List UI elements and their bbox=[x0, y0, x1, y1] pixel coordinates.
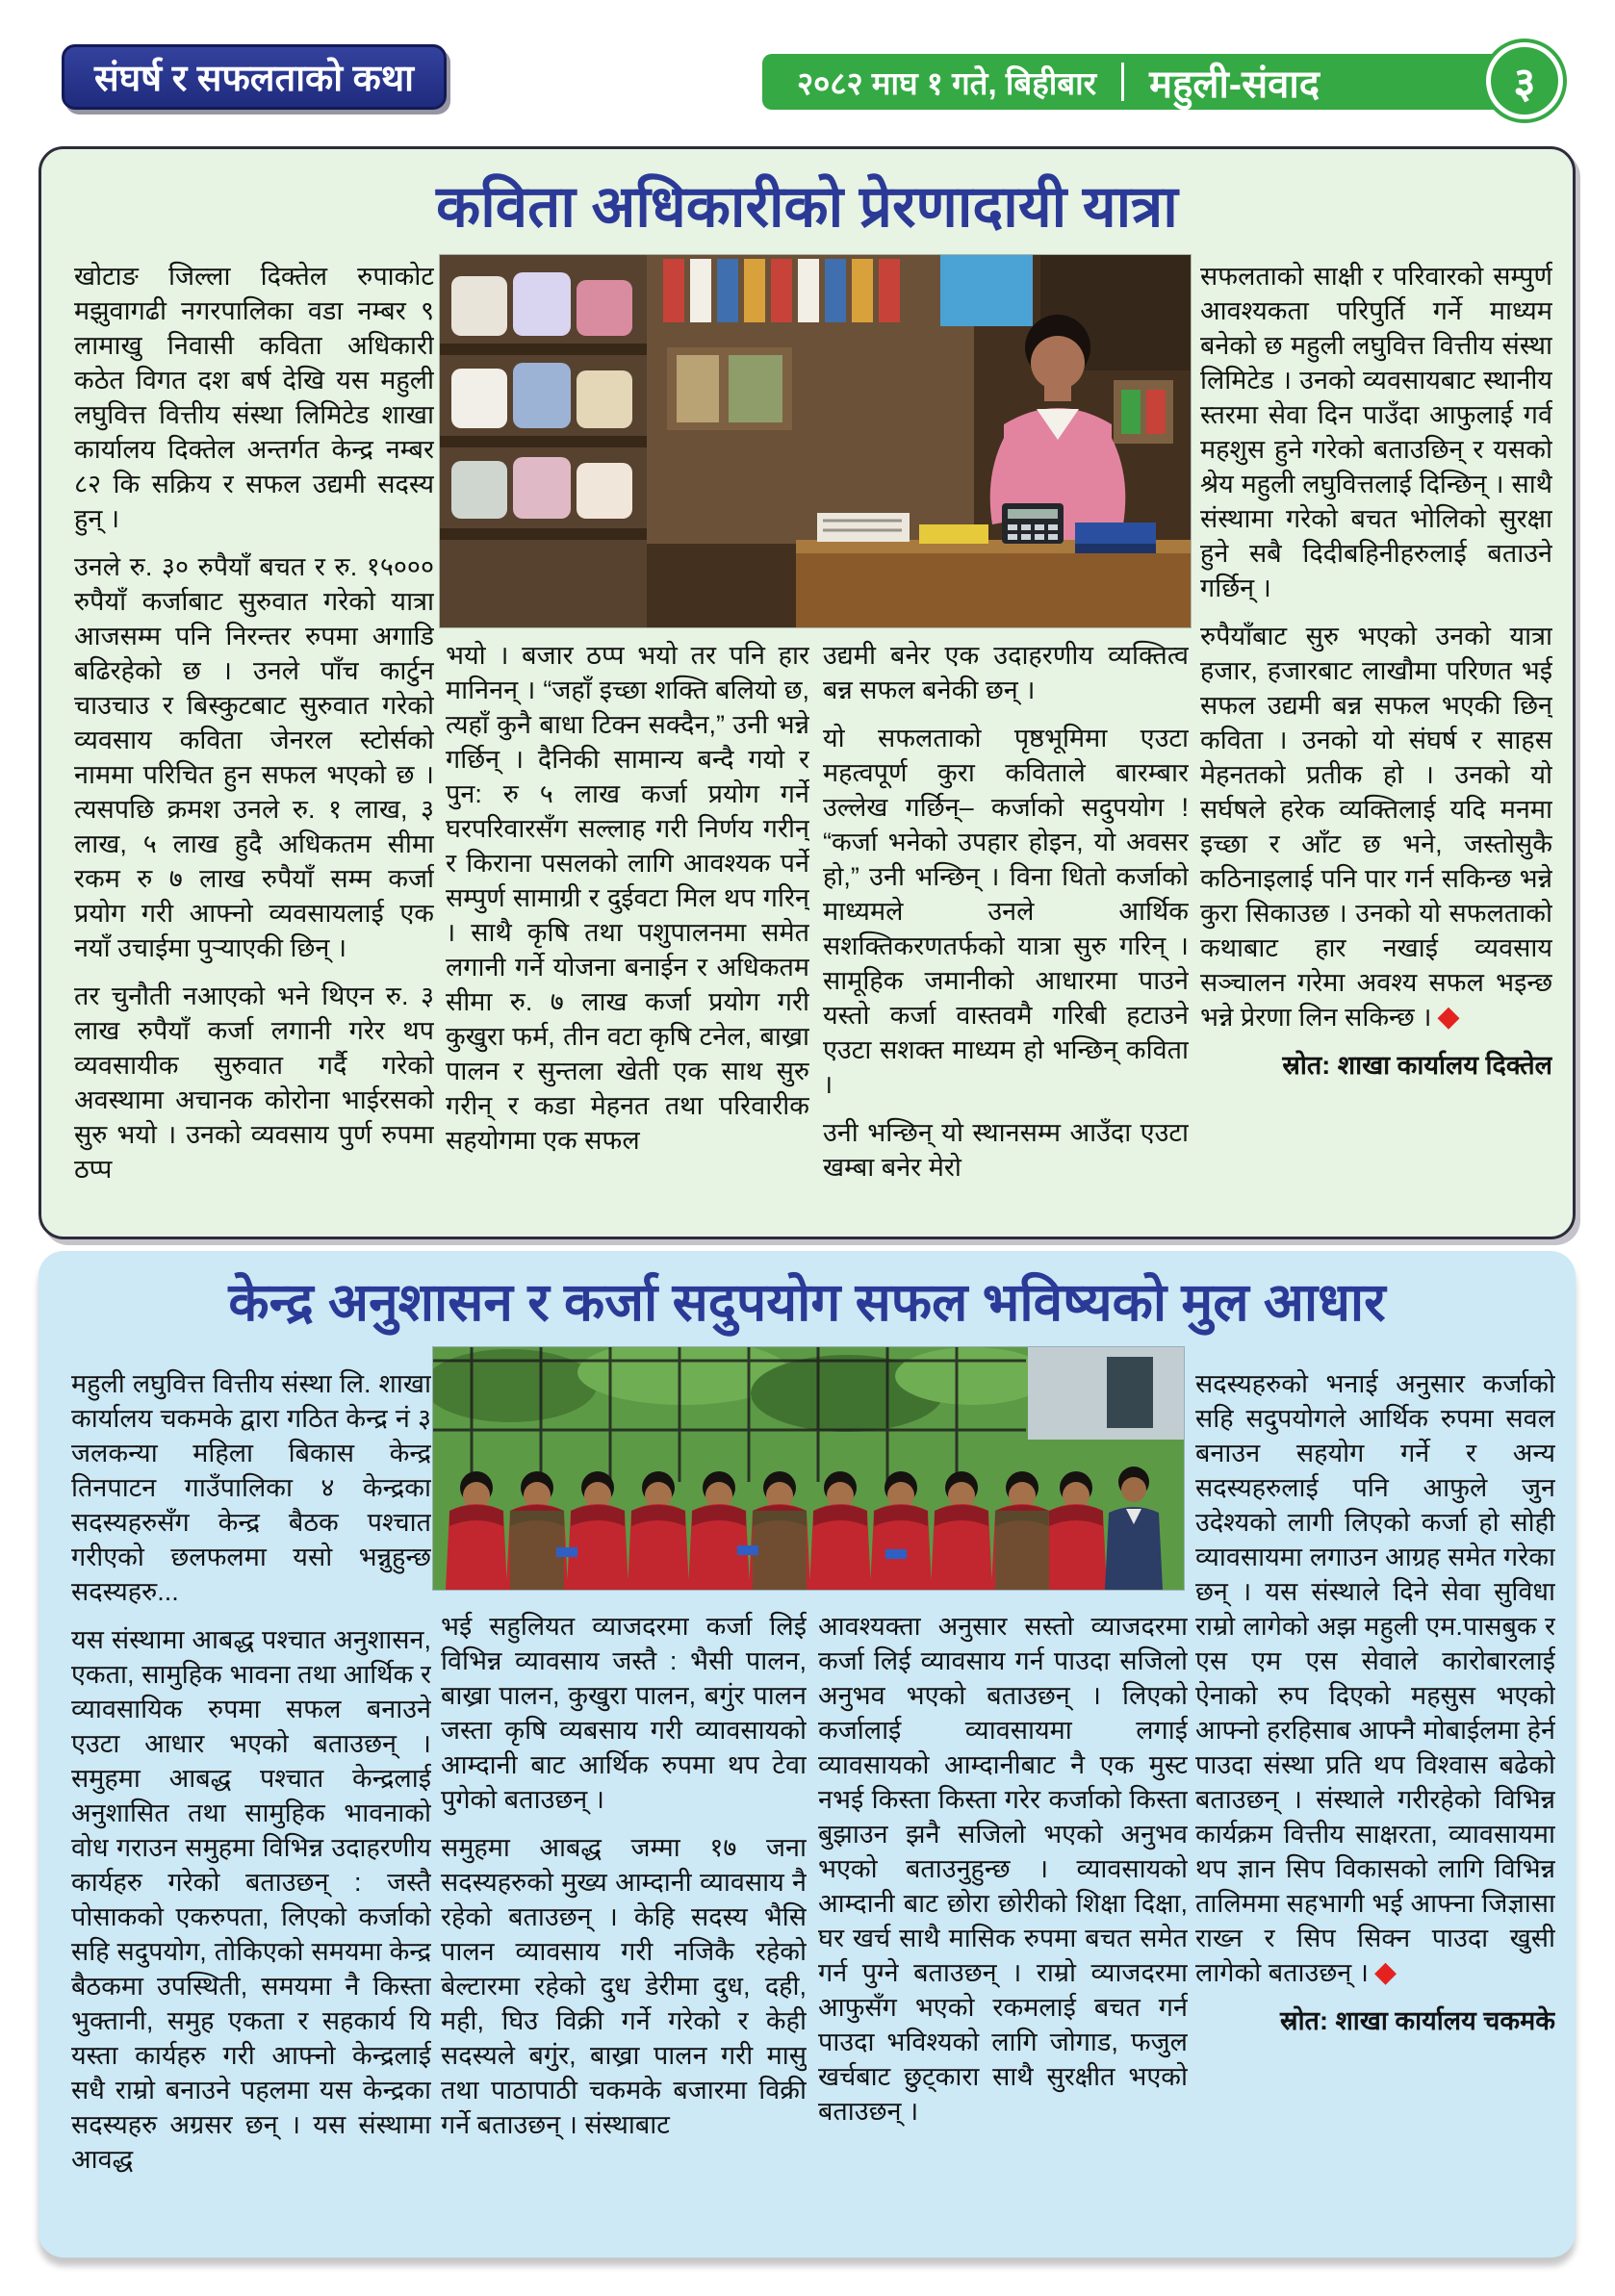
issue-date: २०८२ माघ १ गते, बिहीबार bbox=[797, 64, 1097, 101]
paragraph: भई सहुलियत व्याजदरमा कर्जा लिई विभिन्न व्यावसाय जस्तै : भैसी पालन, बाख्रा पालन, कुखुरा पालन, बगुंर पालन जस्ता कृषि व्यबसाय गरी व्यावसायको आम्दानी बाट आर्थिक रुपमा थप टेवा पुगेको बताउछन् । bbox=[441, 1612, 807, 1814]
page-number-badge bbox=[1486, 42, 1563, 119]
article2-column-3 bbox=[818, 1609, 1188, 2234]
paragraph: उद्यमी बनेर एक उदाहरणीय व्यक्तित्व बन्न सफल बनेकी छन् । bbox=[823, 641, 1189, 704]
article1-column-1 bbox=[74, 259, 434, 1221]
end-diamond-icon: ◆ bbox=[1437, 1001, 1460, 1033]
section-badge-label: संघर्ष र सफलताको कथा bbox=[94, 59, 414, 99]
article1-source: स्रोत: शाखा कार्यालय दिक्तेल bbox=[1282, 1051, 1552, 1080]
article2-column-2 bbox=[441, 1609, 807, 2234]
paragraph: उनी भन्छिन् यो स्थानसम्म आउँदा एउटा खम्बा बनेर मेरो bbox=[823, 1118, 1189, 1182]
page-number: ३ bbox=[1513, 60, 1536, 107]
article1-photo bbox=[440, 255, 1191, 627]
article2-column-1 bbox=[71, 1366, 431, 2237]
article2-title: केन्द्र अनुशासन र कर्जा सदुपयोग सफल भविष्यको मुल आधार bbox=[228, 1272, 1386, 1332]
paragraph: तर चुनौती नआएको भने थिएन रु. ३ लाख रुपैयाँ कर्जा लगानी गरेर थप व्यवसायीक सुरुवात गर्दै गरेको अवस्थामा अचानक कोरोना भाईरसको सुरु भयो । उनको व्यवसाय पुर्ण रुपमा ठप्प bbox=[74, 982, 434, 1184]
section-badge bbox=[62, 44, 447, 110]
article1-box bbox=[38, 146, 1576, 1239]
article1-column-3 bbox=[823, 638, 1189, 1223]
paragraph: सफलताको साक्षी र परिवारको सम्पुर्ण आवश्यकता परिपुर्ति गर्ने माध्यम बनेको छ महुली लघुवित्त वित्तीय संस्था लिमिटेड । उनको व्यवसायबाट स्थानीय स्तरमा सेवा दिन पाउँदा आफुलाई गर्व महशुस हुने गरेको बताउछिन् र यसको श्रेय महुली लघुवित्तलाई दिन्छिन् । साथै संस्थामा गरेको बचत भोलिको सुरक्षा हुने सबै दिदीबहिनीहरुलाई बताउने गर्छिन् । bbox=[1200, 262, 1552, 602]
paragraph: खोटाङ जिल्ला दिक्तेल रुपाकोट मझुवागढी नगरपालिका वडा नम्बर ९ लामाखु निवासी कविता अधिकारी कठेत विगत दश बर्ष देखि यस महुली लघुवित्त वित्तीय संस्था लिमिटेड शाखा कार्यालय दिक्तेल अन्तर्गत केन्द्र नम्बर ८२ कि सक्रिय र सफल उद्यमी सदस्य हुन् । bbox=[74, 262, 434, 533]
paragraph bbox=[1200, 619, 1552, 1034]
paragraph: महुली लघुवित्त वित्तीय संस्था लि. शाखा कार्यालय चकमके द्वारा गठित केन्द्र नं ३ जलकन्या महिला बिकास केन्द्र तिनपाटन गाउँपालिका ४ केन्द्रका सदस्यहरुसँग केन्द्र बैठक पश्चात गरीएको छलफलमा यसो भन्नुहुन्छ सदस्यहरु... bbox=[71, 1369, 431, 1606]
paragraph: समुहमा आबद्ध जम्मा १७ जना सदस्यहरुको मुख्य आम्दानी व्यावसाय नै रहेको बताउछन् । केहि सदस्य भैसि पालन व्यावसाय गरी नजिकै रहेको बेल्टारमा रहेको दुध डेरीमा दुध, दही, मही, घिउ विक्री गर्ने गरेको र केही सदस्यले बगुंर, बाख्रा पालन गरी मासु तथा पाठापाठी चकमके बजारमा विक्री गर्ने बताउछन् । संस्थाबाट bbox=[441, 1833, 807, 2139]
paragraph: उनले रु. ३० रुपैयाँ बचत र रु. १५००० रुपैयाँ कर्जाबाट सुरुवात गरेको यात्रा आजसम्म पनि निरन्तर रुपमा अगाडि बढिरहेको छ । उनले पाँच कार्टुन चाउचाउ र बिस्कुटबाट सुरुवात गरेको व्यवसाय कविता जेनरल स्टोर्सको नाममा परिचित हुन सफल भएको छ । त्यसपछि क्रमश उनले रु. १ लाख, ३ लाख, ५ लाख हुदै अधिकतम सीमा रकम रु ७ लाख रुपैयाँ सम्म कर्जा प्रयोग गरी आफ्नो व्यवसायलाई एक नयाँ उचाईमा पुऱ्याएकी छिन् । bbox=[74, 552, 434, 962]
paragraph: भयो । बजार ठप्प भयो तर पनि हार मानिनन् । “जहाँ इच्छा शक्ति बलियो छ, त्यहाँ कुनै बाधा टिक्न सक्दैन,” उनी भन्ने गर्छिन् । दैनिकी सामान्य बन्दै गयो र पुन: रु ५ लाख कर्जा प्रयोग गर्ने घरपरिवारसँग सल्लाह गरी निर्णय गरीन् र किराना पसलको लागि आवश्यक पर्ने सम्पुर्ण सामाग्री र दुईवटा मिल थप गरिन् । साथै कृषि तथा पशुपालनमा समेत लगानी गर्ने योजना बनाईन र अधिकतम सीमा रु. ७ लाख कर्जा प्रयोग गरी कुखुरा फर्म, तीन वटा कृषि टनेल, बाख्रा पालन र सुन्तला खेती एक साथ सुरु गरीन् र कडा मेहनत तथा परिवारीक सहयोगमा एक सफल bbox=[446, 641, 809, 1155]
paragraph: आवश्यक्ता अनुसार सस्तो व्याजदरमा कर्जा लिई व्यावसाय गर्न पाउदा सजिलो अनुभव भएको बताउछन् । लिएको कर्जालाई व्यावसायमा लगाई व्यावसायको आम्दानीबाट नै एक मुस्ट नभई किस्ता किस्ता गरेर कर्जाको किस्ता बुझाउन झनै सजिलो भएको अनुभव भएको बताउनुहुन्छ । व्यावसायको आम्दानी बाट छोरा छोरीको शिक्षा दिक्षा, घर खर्च साथै मासिक रुपमा बचत समेत गर्न पुग्ने बताउछन् । राम्रो व्याजदरमा आफुसँग भएको रकमलाई बचत गर्न पाउदा भविश्यको लागि जोगाड, फजुल खर्चबाट छुट्कारा साथै सुरक्षीत भएको बताउछन् । bbox=[818, 1612, 1188, 2126]
masthead-bar bbox=[762, 54, 1509, 110]
paragraph-text: रुपैयाँबाट सुरु भएको उनको यात्रा हजार, हजारबाट लाखौमा परिणत भई सफल उद्यमी बन्न सफल भएकी छिन् कविता । उनको यो संघर्ष र साहस मेहनतको प्रतीक हो । उनको यो सर्घषले हरेक व्यक्तिलाई यदि मनमा इच्छा र आँट छ भने, जस्तोसुकै कठिनाइलाई पनि पार गर्न सकिन्छ भन्ने कुरा सिकाउछ । उनको यो सफलताको कथाबाट हार नखाई व्यवसाय सञ्चालन गरेमा अवश्य सफल भइन्छ भन्ने प्रेरणा लिन सकिन्छ । bbox=[1200, 622, 1552, 1032]
article1-title: कविता अधिकारीको प्रेरणादायी यात्रा bbox=[436, 174, 1178, 239]
article1-column-2 bbox=[446, 638, 809, 1223]
paragraph bbox=[1195, 1366, 1555, 1990]
article2-column-4 bbox=[1195, 1366, 1555, 2237]
article2-photo bbox=[433, 1347, 1184, 1590]
paragraph: यो सफलताको पृष्ठभूमिमा एउटा महत्वपूर्ण कुरा कविताले बारम्बार उल्लेख गर्छिन्– कर्जाको सदुपयोग ! “कर्जा भनेको उपहार होइन, यो अवसर हो,” उनी भन्छिन् । विना धितो कर्जाको माध्यमले उनले आर्थिक सशक्तिकरणतर्फको यात्रा सुरु गरिन् । सामूहिक जमानीको आधारमा पाउने यस्तो कर्जा वास्तवमै गरिबी हटाउने एउटा सशक्त माध्यम हो भन्छिन् कविता । bbox=[823, 724, 1189, 1099]
article2-source: स्रोत: शाखा कार्यालय चकमके bbox=[1280, 2006, 1555, 2035]
divider bbox=[1121, 63, 1124, 101]
paragraph: यस संस्थामा आबद्ध पश्चात अनुशासन, एकता, सामुहिक भावना तथा आर्थिक र व्यावसायिक रुपमा सफल बनाउने एउटा आधार भएको बताउछन् । समुहमा आबद्ध पश्चात केन्द्रलाई अनुशासित तथा सामुहिक भावनाको वोध गराउन समुहमा विभिन्न उदाहरणीय कार्यहरु गरेको बताउछन् : जस्तै पोसाकको एकरुपता, लिएको कर्जाको सहि सदुपयोग, तोकिएको समयमा केन्द्र बैठकमा उपस्थिती, समयमा नै किस्ता भुक्तानी, समुह एकता र सहकार्य यि यस्ता कार्यहरु गरी आफ्नो केन्द्रलाई सधै राम्रो बनाउने पहलमा यस केन्द्रका सदस्यहरु अग्रसर छन् । यस संस्थामा आवद्ध bbox=[71, 1625, 431, 2174]
end-diamond-icon: ◆ bbox=[1373, 1956, 1397, 1988]
article2-box bbox=[38, 1251, 1576, 2258]
paragraph-text: सदस्यहरुको भनाई अनुसार कर्जाको सहि सदुपयोगले आर्थिक रुपमा सवल बनाउन सहयोग गर्ने र अन्य सदस्यहरुलाई पनि आफुले जुन उदेश्यको लागी लिएको कर्जा हो सोही व्यावसायमा लगाउन आग्रह समेत गरेका छन् । यस संस्थाले दिने सेवा सुविधा राम्रो लागेको अझ महुली एम.पासबुक र एस एम एस सेवाले कारोबारलाई ऐनाको रुप दिएको महसुस भएको आफ्नो हरहिसाब आफ्नै मोबाईलमा हेर्न पाउदा संस्था प्रति थप विश्वास बढेको बताउछन् । संस्थाले गरीरहेको विभिन्न कार्यक्रम वित्तीय साक्षरता, व्यावसायमा थप ज्ञान सिप विकासको लागि विभिन्न तालिममा सहभागी भई आफ्ना जिज्ञासा राख्न र सिप सिक्न पाउदा खुसी लागेको बताउछन् । bbox=[1195, 1369, 1555, 1987]
article1-column-4 bbox=[1200, 259, 1552, 1226]
paper-name: महुली-संवाद bbox=[1149, 63, 1320, 106]
